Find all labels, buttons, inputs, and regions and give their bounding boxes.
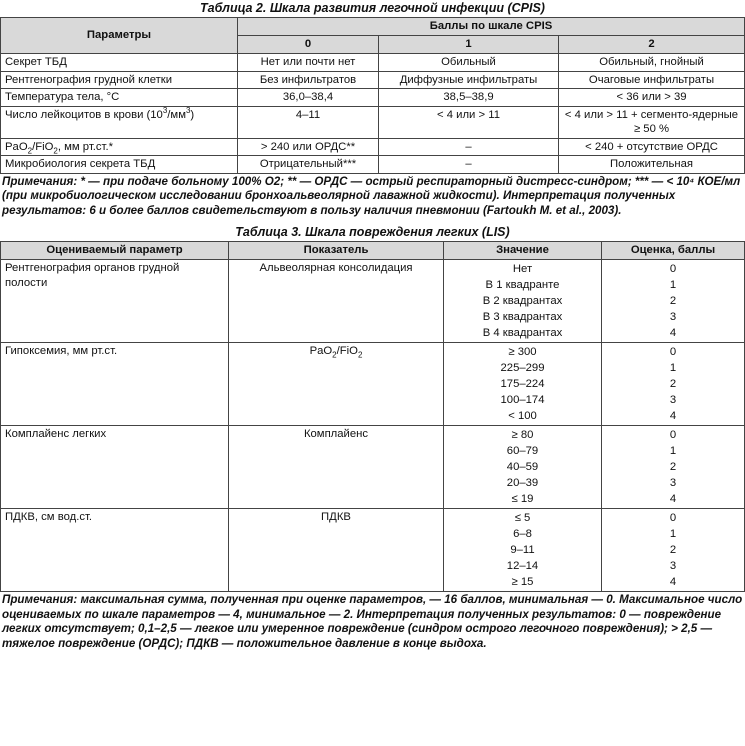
t2-score0: Нет или почти нет (238, 54, 379, 72)
table-row (1, 343, 745, 426)
table-row (1, 71, 745, 89)
table3-note: Примечания: максимальная сумма, полученная при оценке параметров, — 16 баллов, минимальная — 0. Максимальное число оцениваемых по шкале параметров — 4, минимальное — 2. Интерпретация полученных результатов: 0 — повреждение легких отсутствует; 0,1–2,5 — легкое или умеренное повреждение (синдром острого легочного повреждения); > 2,5 — тяжелое повреждение (ОРДС); ПДКВ — положительное давление в конце выдоха. (2, 593, 743, 650)
t3-values: Нет В 1 квадранте В 2 квадрантах В 3 квадрантах В 4 квадрантах (444, 260, 602, 343)
table-row (1, 260, 745, 343)
t3-values: ≥ 80 60–79 40–59 20–39 ≤ 19 (444, 426, 602, 509)
t2-param: Число лейкоцитов в крови $(10^3/мм^3)$ (1, 106, 238, 138)
t2-score1: < 4 или > 11 (379, 106, 559, 138)
t2-score0: Без инфильтратов (238, 71, 379, 89)
t2-score0: 36,0–38,4 (238, 89, 379, 107)
table2-note: Примечания: * — при подаче больному 100% O2; ** — ОРДС — острый респираторный дистресс-синдром; *** — < 10⁴ КОЕ/мл (при микробиологическом исследовании бронхоальвеолярной лаважной жидкости). Интерпретация полученных результатов: 6 и более баллов свидетельствуют в пользу наличия пневмонии (Fartoukh M. et al., 2003). (2, 174, 741, 217)
t2-score1: – (379, 138, 559, 156)
t3-values: ≥ 300 225–299 175–224 100–174 < 100 (444, 343, 602, 426)
t3-header-score: Оценка, баллы (602, 242, 745, 260)
t2-score1: Обильный (379, 54, 559, 72)
table3-caption: Таблица 3. Шкала повреждения легких (LIS) (235, 225, 510, 239)
t2-score2: < 36 или > 39 (559, 89, 745, 107)
t3-indicator: Комплайенс (229, 426, 444, 509)
t3-scores: 0 1 2 3 4 (602, 343, 745, 426)
t2-param: Температура тела, °С (1, 89, 238, 107)
t2-param: Секрет ТБД (1, 54, 238, 72)
t3-header-param: Оцениваемый параметр (1, 242, 229, 260)
t3-scores: 0 1 2 3 4 (602, 260, 745, 343)
table-row (1, 89, 745, 107)
t3-indicator: Альвеолярная консолидация (229, 260, 444, 343)
t3-indicator: ПДКВ (229, 509, 444, 592)
t2-score0: > 240 или ОРДС** (238, 138, 379, 156)
t2-score0: Отрицательный*** (238, 156, 379, 174)
t2-param: Микробиология секрета ТБД (1, 156, 238, 174)
t2-header-scores: Баллы по шкале CPIS (238, 18, 745, 36)
t3-values: ≤ 5 6–8 9–11 12–14 ≥ 15 (444, 509, 602, 592)
t2-header-params: Параметры (1, 18, 238, 54)
table2-cpis (0, 17, 745, 174)
t2-score2: Положительная (559, 156, 745, 174)
t2-param: Рентгенография грудной клетки (1, 71, 238, 89)
t2-header-2: 2 (559, 36, 745, 54)
t2-score2: < 4 или > 11 + сегменто-ядерные ≥ 50 % (559, 106, 745, 138)
t3-param: Комплайенс легких (1, 426, 229, 509)
table-row (1, 54, 745, 72)
t3-scores: 0 1 2 3 4 (602, 426, 745, 509)
t2-score1: Диффузные инфильтраты (379, 71, 559, 89)
t2-header-1: 1 (379, 36, 559, 54)
table2-caption: Таблица 2. Шкала развития легочной инфекции (CPIS) (200, 1, 545, 15)
t2-param: PaO$_2$/FiO$_2$, мм рт.ст.* (1, 138, 238, 156)
table-row (1, 106, 745, 138)
t3-header-indicator: Показатель (229, 242, 444, 260)
t3-header-value: Значение (444, 242, 602, 260)
t3-param: Гипоксемия, мм рт.ст. (1, 343, 229, 426)
t2-score0: 4–11 (238, 106, 379, 138)
t2-score2: Очаговые инфильтраты (559, 71, 745, 89)
table-row (1, 509, 745, 592)
table3-lis (0, 241, 745, 592)
t3-scores: 0 1 2 3 4 (602, 509, 745, 592)
table-row (1, 156, 745, 174)
t3-param: Рентгенография органов грудной полости (1, 260, 229, 343)
table-row (1, 138, 745, 156)
t2-score2: Обильный, гнойный (559, 54, 745, 72)
t2-score2: < 240 + отсутствие ОРДС (559, 138, 745, 156)
t2-score1: 38,5–38,9 (379, 89, 559, 107)
t2-score1: – (379, 156, 559, 174)
table-row (1, 426, 745, 509)
t3-param: ПДКВ, см вод.ст. (1, 509, 229, 592)
t3-indicator: PaO$_2$/FiO$_2$ (229, 343, 444, 426)
t2-header-0: 0 (238, 36, 379, 54)
